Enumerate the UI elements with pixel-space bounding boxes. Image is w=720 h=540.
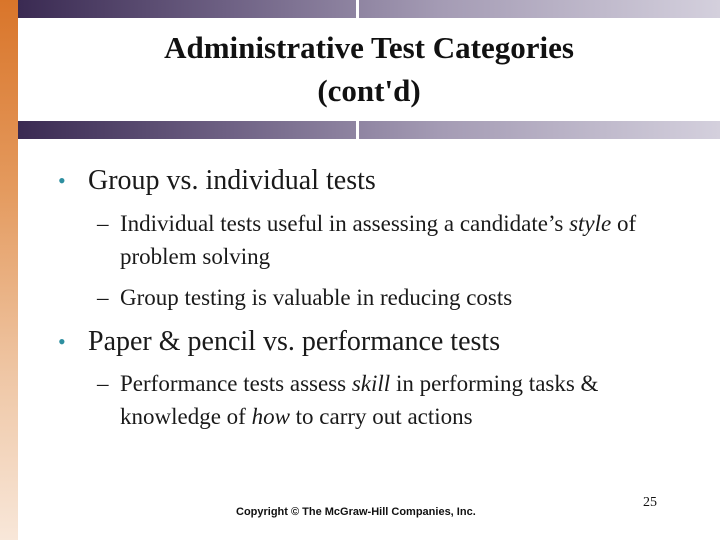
subpoint-text-mid: in performing tasks & knowledge of — [120, 371, 599, 429]
bullet-text: Group vs. individual tests — [88, 165, 376, 196]
bullet-icon: • — [58, 168, 66, 193]
subpoint-group-testing — [97, 281, 680, 314]
bullet-paper-vs-performance — [58, 325, 501, 359]
subpoint-emphasis: how — [251, 404, 290, 429]
subpoint-text-post: to carry out actions — [289, 404, 473, 429]
dash-icon: – — [97, 371, 109, 396]
subpoint-text-pre: Performance tests assess — [120, 371, 352, 396]
subpoint-text-pre: Individual tests useful in assessing a candidate’s — [120, 211, 570, 236]
bullet-icon: • — [58, 329, 66, 354]
title-line-1: Administrative Test Categories — [164, 30, 574, 65]
dash-icon: – — [97, 285, 109, 310]
subpoint-text-post: of problem solving — [120, 211, 637, 269]
page-number: 25 — [643, 495, 657, 510]
title-line-2: (cont'd) — [317, 73, 421, 108]
dash-icon: – — [97, 211, 109, 236]
subpoint-text: Group testing is valuable in reducing costs — [120, 285, 513, 310]
copyright-footer: Copyright © The McGraw-Hill Companies, Inc. — [236, 506, 476, 518]
subpoint-performance-tests — [97, 367, 680, 433]
subpoint-emphasis: style — [569, 211, 612, 236]
bullet-group-vs-individual — [58, 164, 376, 198]
subpoint-individual-tests — [97, 207, 680, 273]
bullet-text: Paper & pencil vs. performance tests — [88, 326, 501, 357]
subpoint-emphasis: skill — [351, 371, 391, 396]
